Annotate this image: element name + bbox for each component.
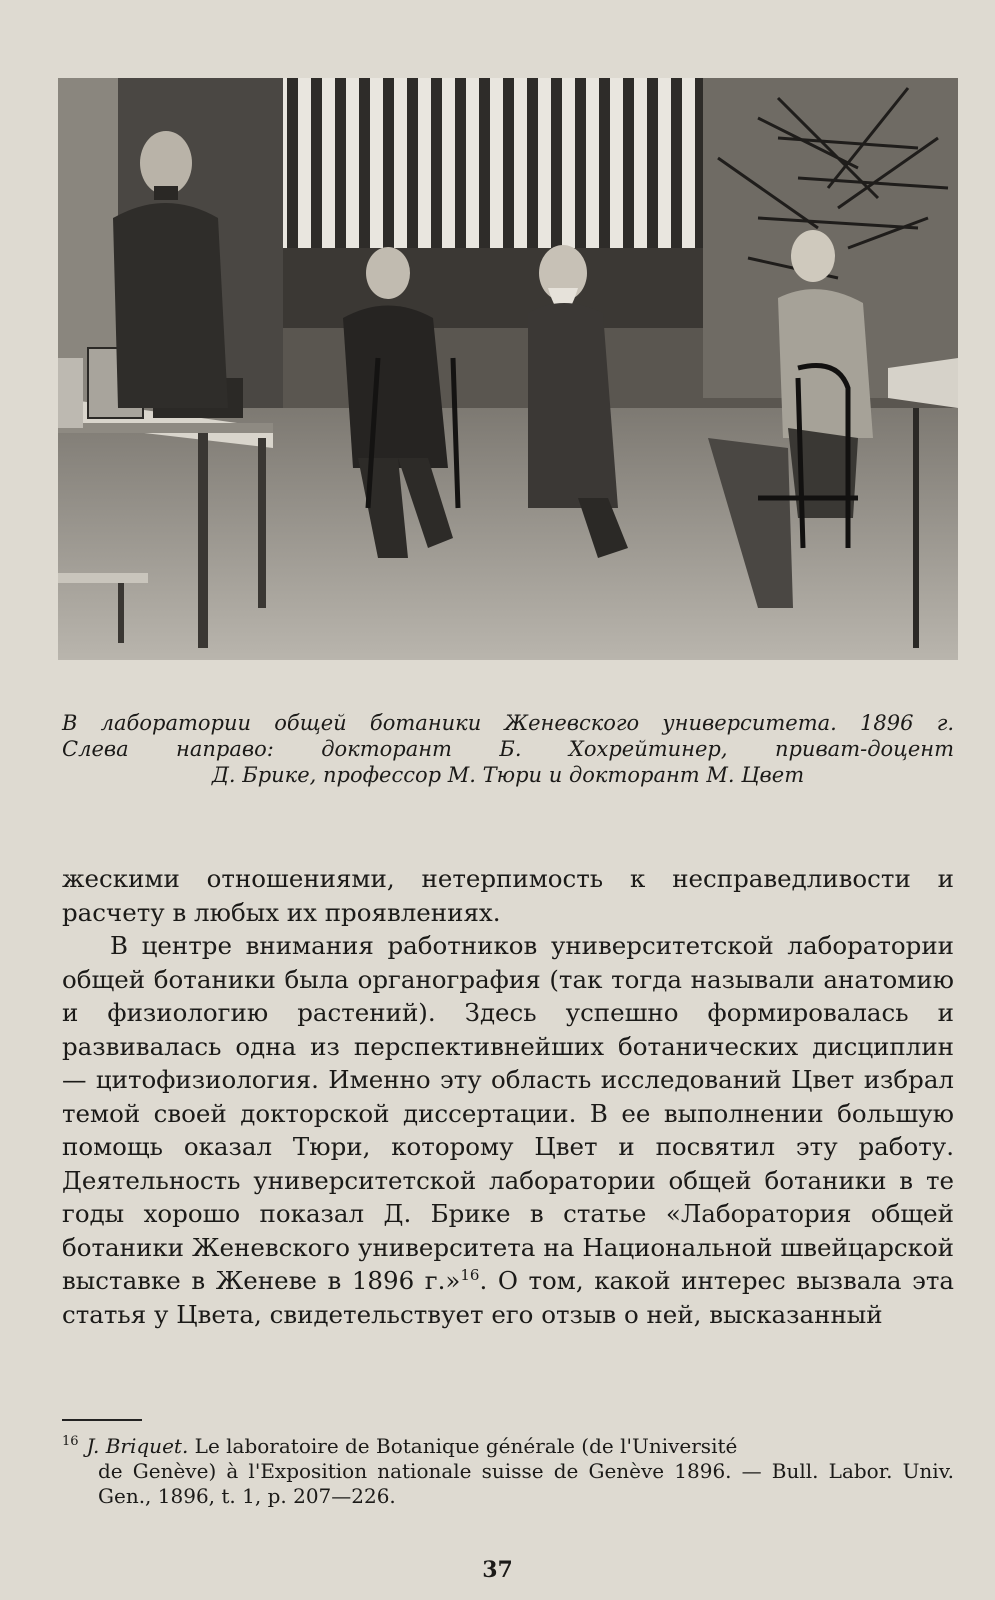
- laboratory-photograph: [58, 78, 958, 660]
- caption-line-1: В лаборатории общей ботаники Женевского университета. 1896 г.: [62, 711, 954, 735]
- footnote-number: 16: [62, 1434, 79, 1450]
- caption-line-3: Д. Брике, профессор М. Тюри и докторант М. Цвет: [211, 763, 805, 787]
- footnote-reference[interactable]: 16: [460, 1265, 480, 1284]
- footnote-divider: [62, 1419, 142, 1421]
- footnote-author: J. Briquet.: [86, 1434, 189, 1458]
- footnote-text-continued: de Genève) à l'Exposition nationale suisse de Genève 1896. — Bull. Labor. Univ. Gen., 1896, t. 1, p. 207—226.: [98, 1459, 954, 1508]
- figure-caption: [62, 710, 954, 788]
- paragraph: [62, 929, 954, 1331]
- paragraph-text: . О том, какой интерес вызвала эта статья у Цвета, свидетельствует его отзыв о ней, высказанный: [62, 1266, 954, 1329]
- paragraph-text: В центре внимания работников университетской лаборатории общей ботаники была органография (так тогда называли анатомию и физиологию растений). Здесь успешно формировалась и развивалась одна из перспективнейших ботанических дисциплин — цитофизиология. Именно эту область исследований Цвет избрал темой своей докторской диссертации. В ее выполнении большую помощь оказал Тюри, которому Цвет и посвятил эту работу. Деятельность университетской лаборатории общей ботаники в те годы хорошо показал Д. Брике в статье «Лаборатория общей ботаники Женевского университета на Национальной швейцарской выставке в Женеве в 1896 г.»: [62, 931, 954, 1295]
- caption-line-2: Слева направо: докторант Б. Хохрейтинер, приват-доцент: [62, 737, 954, 761]
- footnote: [62, 1434, 954, 1509]
- photo-illustration: [58, 78, 958, 660]
- paragraph: жескими отношениями, нетерпимость к несправедливости и расчету в любых их проявлениях.: [62, 864, 954, 927]
- footnote-text: Le laboratoire de Botanique générale (de l'Université: [194, 1434, 738, 1458]
- body-text: [62, 862, 954, 1331]
- page-number: 37: [482, 1557, 513, 1583]
